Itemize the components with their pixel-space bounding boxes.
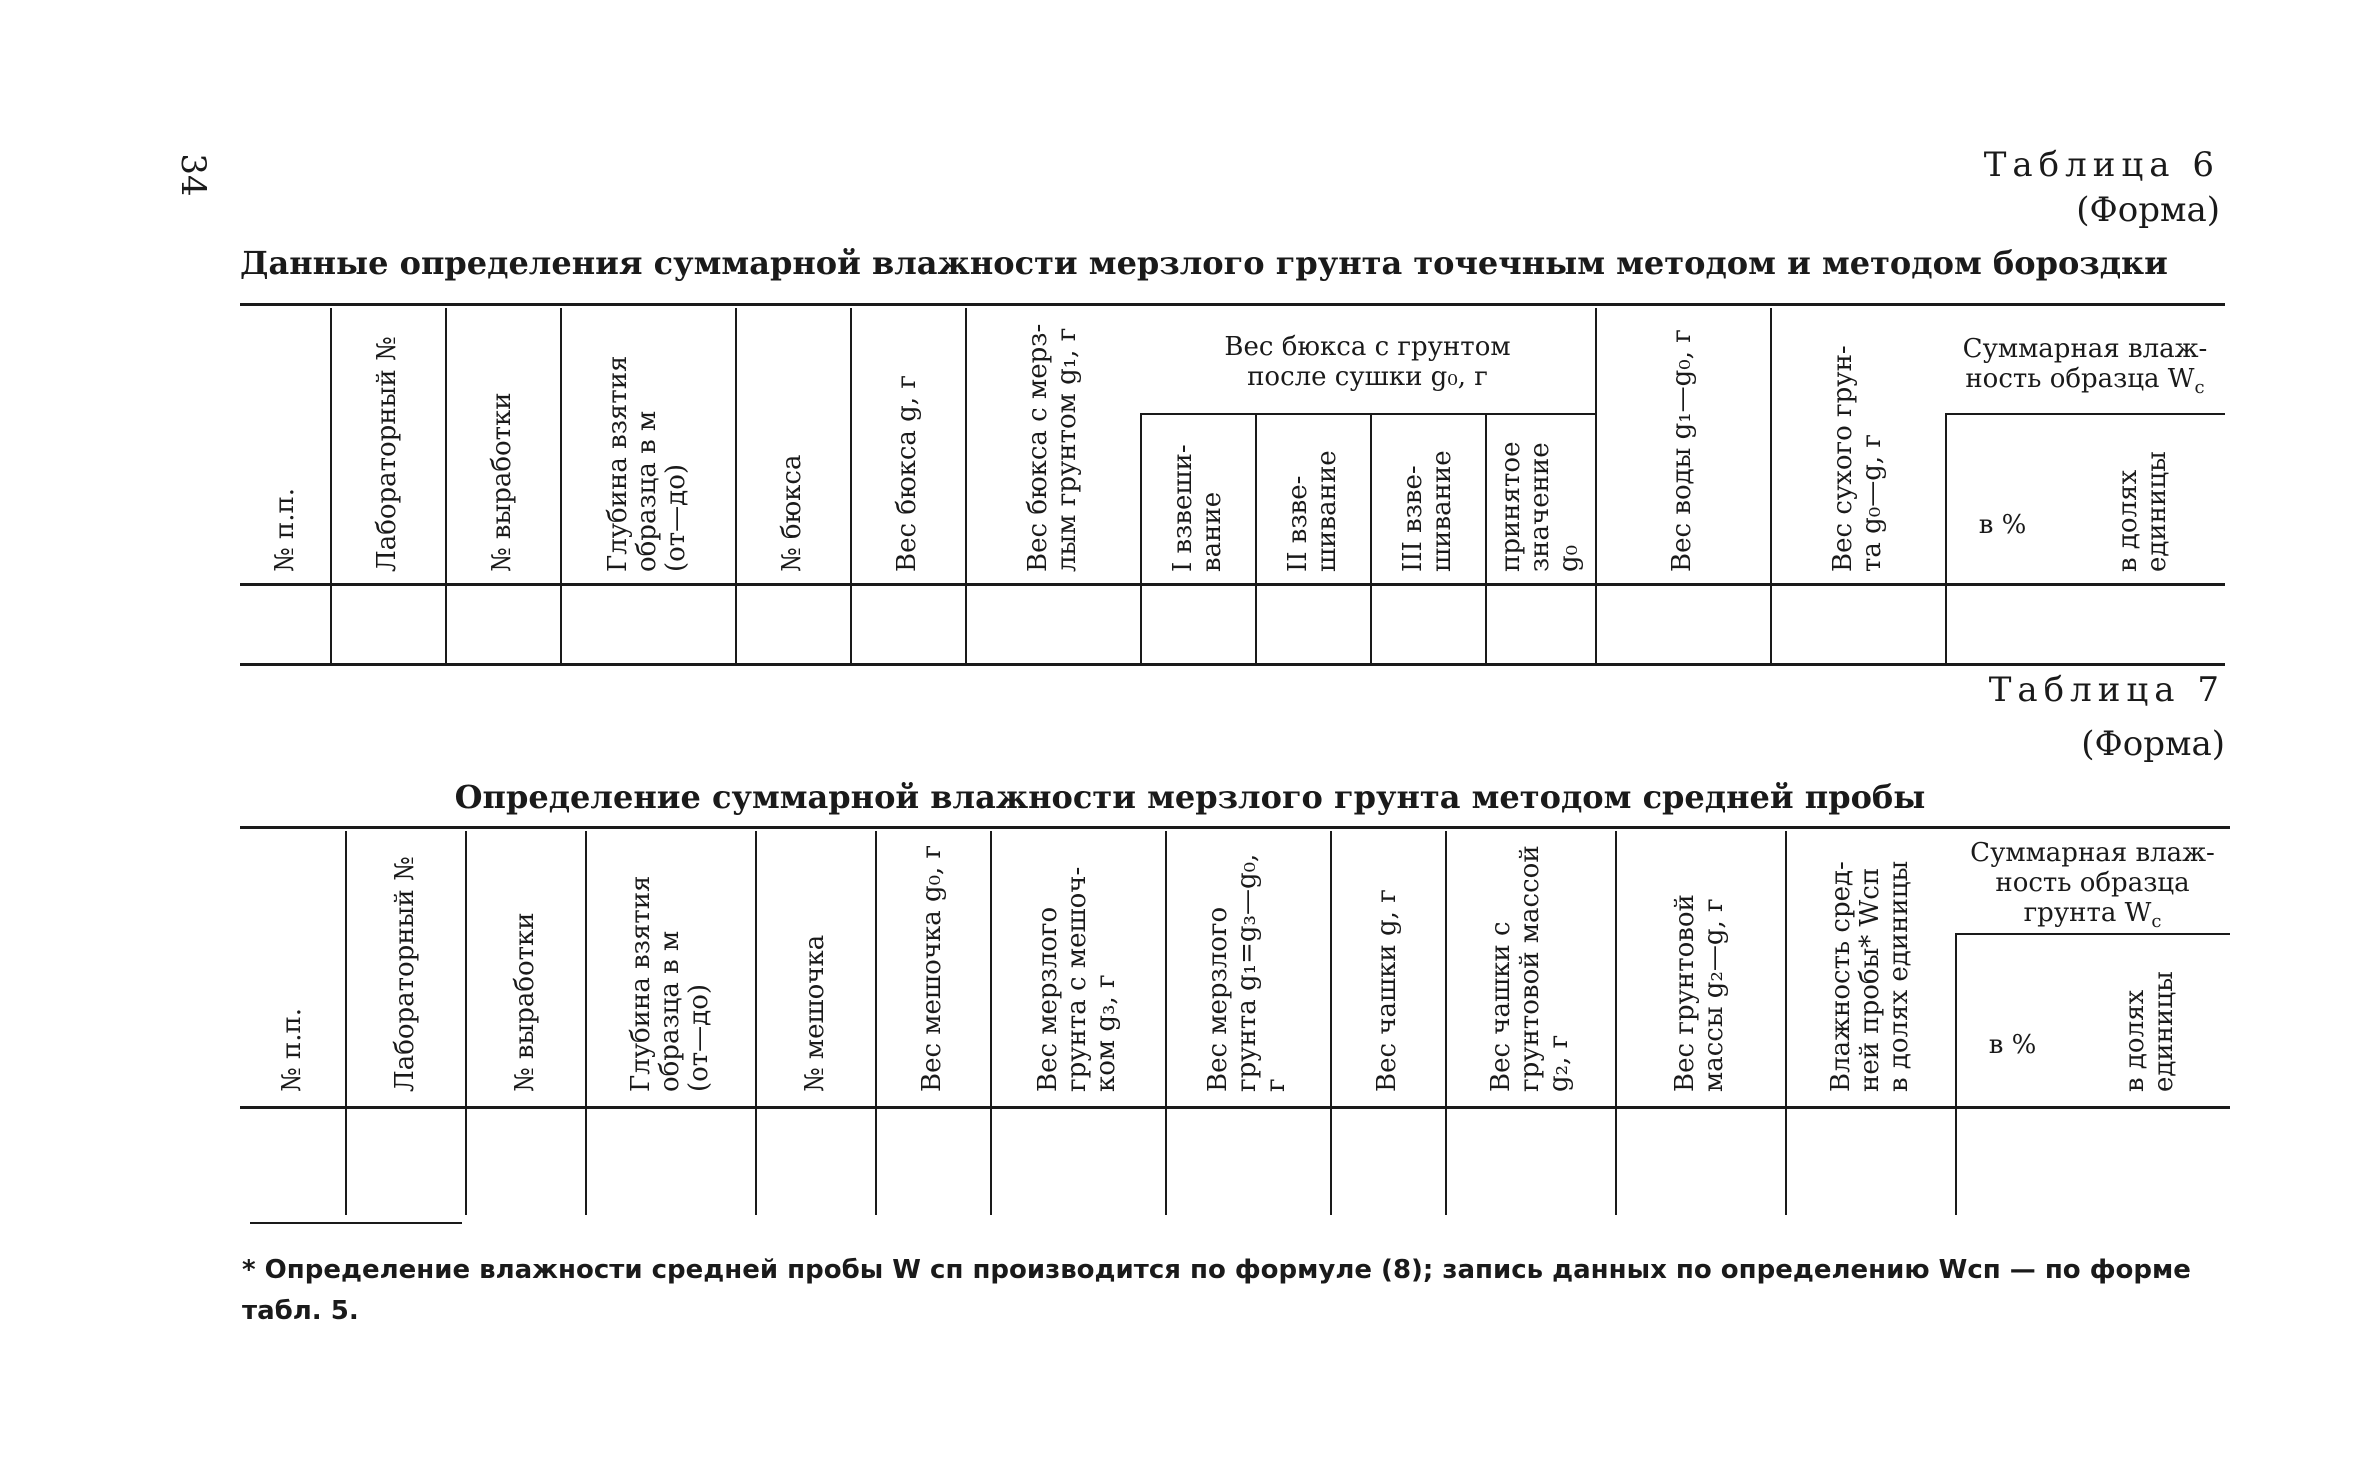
table6-column-header: Вес бюкса g, г <box>892 375 922 572</box>
table7-header-cell <box>990 831 1165 1100</box>
table6-header-rule <box>240 583 2225 586</box>
table6-column-header: № бюкса <box>777 454 807 572</box>
table6-header-cell <box>850 308 965 580</box>
table7-header-rule <box>240 1106 2230 1109</box>
table7-top-rule <box>240 826 2230 829</box>
table7-moisture-group-header: Суммарная влаж- ность образца грунта $W_c$ <box>1970 838 2215 933</box>
table7-column-header: Глубина взятия образца в м (от—до) <box>625 875 714 1092</box>
table6-column-header: Вес бюкса с мерз- лым грунтом g₁, г <box>1022 323 1082 572</box>
table6-column-header: Лабораторный № <box>372 336 402 572</box>
table6-column-header: III взве- шивание <box>1397 450 1457 572</box>
table7-header-cell <box>875 831 990 1100</box>
table7-bottom-rule <box>250 1222 462 1224</box>
table6-form-note: (Форма) <box>2076 190 2220 230</box>
table6-header-cell <box>1370 415 1485 580</box>
table7-column-header: Вес мерзлого грунта g₁=g₃—g₀, г <box>1203 853 1291 1092</box>
table7-caption: Таблица 7 <box>1988 670 2225 710</box>
table6-column-header: Вес воды g₁—g₀, г <box>1667 329 1697 572</box>
table7-header-cell <box>1330 831 1445 1100</box>
table7-form-note: (Форма) <box>2081 724 2225 764</box>
footnote-line-1: * Определение влажности средней пробы W сп производится по формуле (8); запись данных по определению Wсп — по форме <box>242 1255 2191 1285</box>
table6-dry-group-header: Вес бюкса с грунтом после сушки g₀, г <box>1224 332 1511 392</box>
table6-moisture-group-header: Суммарная влаж- ность образца $W_c$ <box>1962 334 2208 399</box>
table6-column-header: № п.п. <box>269 487 300 572</box>
table7-column-header: в % <box>1988 1030 2037 1060</box>
table6-column-header: Вес сухого грун- та g₀—g, г <box>1827 345 1887 572</box>
table6-column-header: в % <box>1978 510 2027 540</box>
table7-title: Определение суммарной влажности мерзлого грунта методом средней пробы <box>454 778 1926 816</box>
table6-column-header: в долях единицы <box>2112 451 2172 572</box>
table6-header-cell <box>1770 308 1945 580</box>
table6-top-rule <box>240 303 2225 306</box>
table7-header-cell <box>1445 831 1615 1100</box>
table6-header-cell <box>2060 415 2225 580</box>
table7-header-cell <box>1615 831 1785 1100</box>
table7-column-header: Влажность сред- ней пробы* Wсп в долях единицы <box>1825 860 1914 1092</box>
table7-header-cell <box>465 831 585 1100</box>
table7-column-header: Вес чашки с грунтовой массой g₂, г <box>1485 845 1574 1092</box>
table6-caption: Таблица 6 <box>1983 145 2220 185</box>
table6-header-cell <box>445 308 560 580</box>
table6-header-cell <box>330 308 445 580</box>
table6-header-cell <box>1255 415 1370 580</box>
table6-header-cell <box>1595 308 1770 580</box>
table7-column-header: Лабораторный № <box>389 856 420 1092</box>
table6-header-cell <box>560 308 735 580</box>
footnote-line-2: табл. 5. <box>242 1296 359 1326</box>
table7-column-header: № мешочка <box>799 934 830 1092</box>
table6-column-header: принятое значение g₀ <box>1495 441 1584 572</box>
table6-header-cell <box>1140 415 1255 580</box>
table7-header-cell <box>585 831 755 1100</box>
table6-header-cell <box>240 308 330 580</box>
table6-column-header: Глубина взятия образца в м (от—до) <box>603 355 691 572</box>
table6-header-cell <box>735 308 850 580</box>
table7-column-header: Вес чашки g, г <box>1372 889 1402 1092</box>
table7-column-header: № выработки <box>509 912 540 1092</box>
table7-header-cell <box>240 831 345 1100</box>
table7-header-cell <box>1785 831 1955 1100</box>
table7-column-header: Вес мешочка g₀, г <box>917 844 947 1092</box>
table7-header-cell <box>1165 831 1330 1100</box>
table6-header-cell <box>1485 415 1595 580</box>
table6-header-cell <box>965 308 1140 580</box>
table7-column-header: Вес грунтовой массы g₂—g, г <box>1670 894 1729 1092</box>
table7-column-rule <box>1955 935 1957 1215</box>
table7-column-header: в долях единицы <box>2120 971 2179 1092</box>
page-number: 34 <box>173 153 213 197</box>
table6-title: Данные определения суммарной влажности мерзлого грунта точечным методом и методом бороздки <box>240 244 2168 282</box>
table7-column-header: № п.п. <box>277 1007 307 1092</box>
table6-column-header: I взвеши- вание <box>1167 444 1227 572</box>
table7-header-cell <box>345 831 465 1100</box>
table7-column-header: Вес мерзлого грунта с мешоч- ком g₃, г <box>1033 866 1121 1092</box>
table7-header-cell <box>755 831 875 1100</box>
table6-bottom-rule <box>240 663 2225 666</box>
table6-column-header: № выработки <box>487 392 517 572</box>
table6-column-header: II взве- шивание <box>1282 450 1342 572</box>
table7-header-cell <box>2070 935 2230 1100</box>
